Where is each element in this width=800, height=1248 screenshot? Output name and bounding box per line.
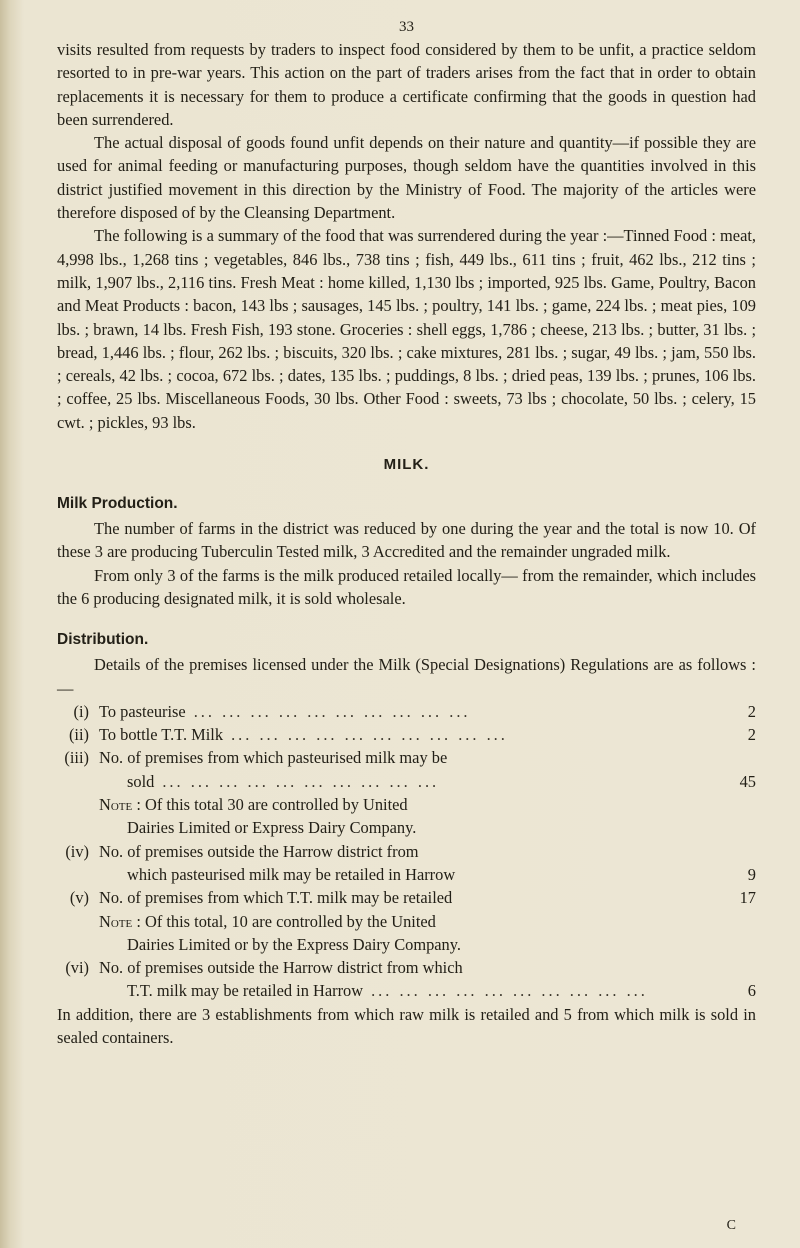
- leader-dots: ... ... ... ... ... ... ... ... ... ...: [231, 725, 508, 745]
- list-item: [57, 886, 756, 956]
- paragraph-farms: The number of farms in the district was reduced by one during the year and the total is now 10. Of these 3 are producing Tuberculin Tested milk, 3 Accredited and the remainder ungraded milk.: [57, 519, 756, 562]
- list-item: [57, 840, 756, 887]
- note-label: Note :: [99, 795, 141, 815]
- list-item: [57, 746, 756, 839]
- leader-dots: ... ... ... ... ... ... ... ... ... ...: [193, 701, 471, 721]
- item-text-cont: sold: [127, 771, 155, 791]
- note-text: Of this total, 10 are controlled by the United: [144, 911, 436, 931]
- item-text: To pasteurise: [99, 701, 186, 721]
- paragraph-summary: The following is a summary of the food that was surrendered during the year :—Tinned Food : meat, 4,998 lbs., 1,268 tins ; vegetables, 846 lbs., 738 tins ; fish, 449 lbs., 611 tins ; fruit, 462 lbs., 212 tins ; milk, 1,907 lbs., 2,116 tins. Fresh Meat : home killed, 1,130 lbs ; imported, 925 lbs. Game, Poultry, Bacon and Meat Products : bacon, 143 lbs ; sausages, 145 lbs. ; poultry, 141 lbs. ; game, 224 lbs. ; meat pies, 109 lbs. ; brawn, 14 lbs. Fresh Fish, 193 stone. Groceries : shell eggs, 1,786 ; cheese, 213 lbs. ; butter, 31 lbs. ; bread, 1,446 lbs. ; flour, 262 lbs. ; biscuits, 320 lbs. ; cake mixtures, 281 lbs. ; sugar, 49 lbs. ; jam, 550 lbs. ; cereals, 42 lbs. ; cocoa, 672 lbs. ; dates, 135 lbs. ; puddings, 8 lbs. ; dried peas, 139 lbs. ; prunes, 106 lbs. ; coffee, 25 lbs. Miscellaneous Foods, 30 lbs. Other Food : sweets, 73 lbs ; chocolate, 50 lbs. ; celery, 15 cwt. ; pickles, 93 lbs.: [57, 226, 756, 432]
- note-text-cont: Dairies Limited or by the Express Dairy Company.: [127, 934, 461, 954]
- item-text-cont: T.T. milk may be retailed in Harrow: [127, 981, 364, 1001]
- item-number: (v): [69, 888, 89, 908]
- item-value: 9: [747, 864, 756, 884]
- note: [99, 910, 756, 933]
- page-number: 33: [399, 19, 414, 35]
- item-number: (iii): [64, 748, 89, 768]
- item-text: No. of premises outside the Harrow district from: [99, 841, 419, 861]
- note-text-cont: Dairies Limited or Express Dairy Company.: [127, 818, 417, 838]
- item-value: 2: [747, 725, 756, 745]
- list-item: [57, 700, 756, 723]
- item-number: (iv): [65, 841, 89, 861]
- distribution-heading: Distribution.: [57, 631, 149, 649]
- paragraph-disposal: The actual disposal of goods found unfit depends on their nature and quantity—if possible they are used for animal feeding or manufacturing purposes, though seldom have the quantities involved in this district justified movement in this direction by the Ministry of Food. The majority of the articles were therefore disposed of by the Cleansing Department.: [57, 133, 756, 223]
- signature-mark: C: [726, 1218, 736, 1233]
- item-value: 45: [739, 771, 756, 791]
- note: [99, 793, 756, 816]
- item-value: 17: [739, 888, 756, 908]
- item-number: (i): [73, 701, 89, 721]
- milk-production-heading: Milk Production.: [57, 495, 178, 513]
- item-value: 2: [747, 701, 756, 721]
- leader-dots: ... ... ... ... ... ... ... ... ... ...: [162, 771, 440, 791]
- item-text: No. of premises from which pasteurised milk may be: [99, 748, 448, 768]
- paragraph-unfit-visits: visits resulted from requests by traders to inspect food considered by them to be unfit, a practice seldom resorted to in pre-war years. This action on the part of traders arises from the fact that in order to obtain replacements it is necessary for them to produce a certificate confirming that the goods in question had been surrendered.: [57, 40, 756, 129]
- note-label: Note :: [99, 911, 141, 931]
- item-number: (vi): [65, 958, 89, 978]
- item-value: 6: [747, 981, 756, 1001]
- paragraph-closing: In addition, there are 3 establishments from which raw milk is retailed and 5 from which milk is sold in sealed containers.: [57, 1004, 756, 1047]
- item-text: No. of premises outside the Harrow district from which: [99, 958, 463, 978]
- list-item: [57, 956, 756, 1003]
- item-text: No. of premises from which T.T. milk may be retailed: [99, 888, 453, 908]
- list-item: [57, 723, 756, 746]
- note-text: Of this total 30 are controlled by United: [144, 795, 408, 815]
- paragraph-retail: From only 3 of the farms is the milk produced retailed locally— from the remainder, which includes the 6 producing designated milk, it is sold wholesale.: [57, 565, 756, 608]
- leader-dots: ... ... ... ... ... ... ... ... ... ...: [371, 981, 648, 1001]
- item-text-cont: which pasteurised milk may be retailed in Harrow: [127, 864, 456, 884]
- item-text: To bottle T.T. Milk: [99, 725, 224, 745]
- milk-heading: MILK.: [383, 456, 430, 474]
- item-number: (ii): [68, 725, 89, 745]
- paragraph-distribution-intro: Details of the premises licensed under the Milk (Special Designations) Regulations are as follows :—: [57, 655, 756, 698]
